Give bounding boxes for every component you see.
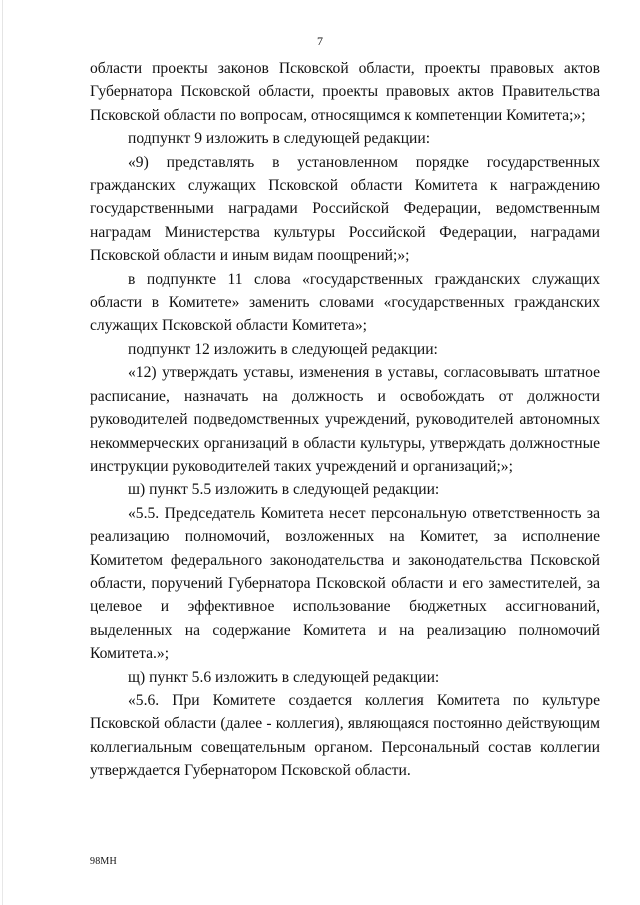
paragraph: области проекты законов Псковской области, проекты правовых актов Губернатора Псковской области, проекты правовых актов Правительства Псковской области по вопросам, относящимся к компетенции Комитета;»; [90,60,600,124]
paragraph: ш) пункт 5.5 изложить в следующей редакции: [128,481,440,499]
paragraph: «9) представлять в установленном порядке государственных гражданских служащих Псковской области Комитета к награждению государственными наградами Российской Федерации, ведомственным наградам Министерства культуры Российской Федерации, наградами Псковской области и иным видам поощрений;»; [90,153,600,265]
scan-edge [2,0,3,905]
paragraph: в подпункте 11 слова «государственных гражданских служащих области в Комитете» заменить словами «государственных гражданских служащих Псковской области Комитета»; [90,270,600,335]
paragraph: подпункт 9 изложить в следующей редакции: [128,130,431,148]
paragraph: щ) пункт 5.6 изложить в следующей редакции: [128,668,440,686]
footer-document-code: 98МН [90,856,117,867]
document-body [90,57,600,783]
page-number: 7 [317,34,323,48]
paragraph: подпункт 12 изложить в следующей редакции: [128,340,438,358]
paragraph: «12) утверждать уставы, изменения в уставы, согласовывать штатное расписание, назначать на должность и освобождать от должности руководителей подведомственных учреждений, руководителей автономных некоммерческих организаций в области культуры, утверждать должностные инструкции руководителей таких учреждений и организаций;»; [90,364,600,475]
paragraph: «5.6. При Комитете создается коллегия Комитета по культуре Псковской области (далее - коллегия), являющаяся постоянно действующим коллегиальным совещательным органом. Персональный состав коллегии утверждается Губернатором Псковской области. [90,691,600,780]
paragraph: «5.5. Председатель Комитета несет персональную ответственность за реализацию полномочий, возложенных на Комитет, за исполнение Комитетом федерального законодательства и законодательства Псковской области, поручений Губернатора Псковской области и его заместителей, за целевое и эффективное использование бюджетных ассигнований, выделенных на содержание Комитета и на реализацию полномочий Комитета.»; [90,504,600,663]
